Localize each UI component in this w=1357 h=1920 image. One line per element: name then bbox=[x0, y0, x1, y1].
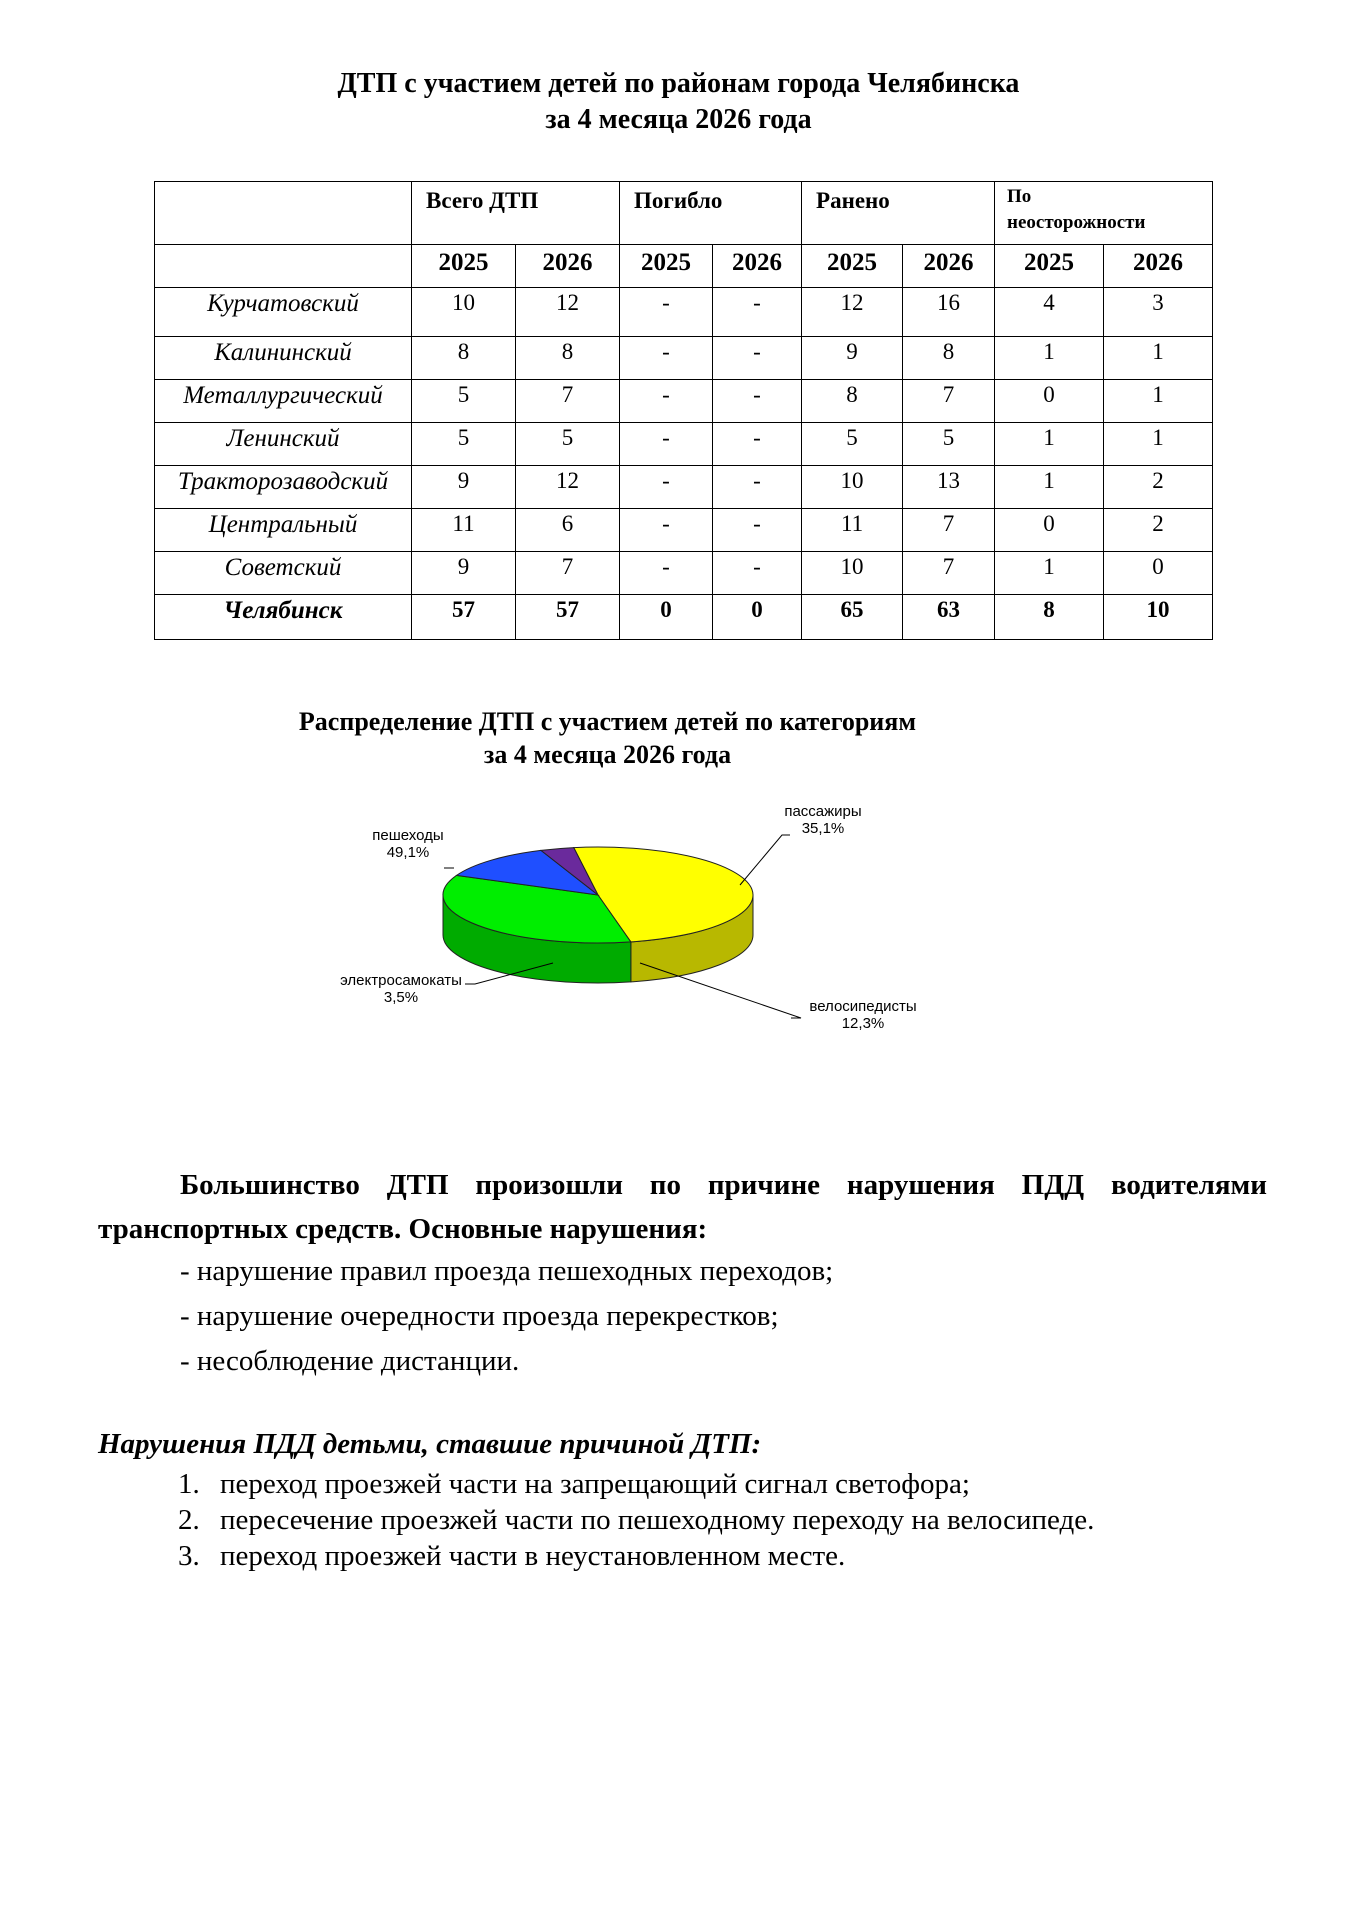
violations-bullet-list bbox=[180, 1253, 833, 1388]
table-row bbox=[155, 466, 1213, 509]
year-header: 2025 bbox=[412, 245, 516, 288]
district-name: Советский bbox=[155, 552, 412, 595]
table-cell: 1 bbox=[995, 552, 1104, 595]
table-cell: 5 bbox=[802, 423, 903, 466]
page-title-line1: ДТП с участием детей по районам города Челябинска bbox=[337, 68, 1020, 99]
year-header: 2026 bbox=[516, 245, 620, 288]
header-carelessness-line1: По bbox=[1007, 186, 1032, 207]
table-cell: 9 bbox=[802, 337, 903, 380]
table-cell: 12 bbox=[802, 288, 903, 337]
table-row bbox=[155, 552, 1213, 595]
table-header-years bbox=[155, 245, 1213, 288]
table-row bbox=[155, 380, 1213, 423]
year-header: 2026 bbox=[1104, 245, 1213, 288]
table-cell: 8 bbox=[903, 337, 995, 380]
table-row bbox=[155, 509, 1213, 552]
list-item: - нарушение очередности проезда перекрестков; bbox=[180, 1300, 779, 1332]
table-total-row bbox=[155, 595, 1213, 640]
header-killed: Погибло bbox=[620, 182, 802, 245]
table-cell: - bbox=[620, 380, 713, 423]
pie-label-name-велосипедисты: велосипедисты bbox=[809, 998, 917, 1015]
table-cell: 5 bbox=[516, 423, 620, 466]
table-header-groups bbox=[155, 182, 1213, 245]
table-cell: 1 bbox=[995, 466, 1104, 509]
table-cell: - bbox=[713, 423, 802, 466]
pie-label-value-велосипедисты: 12,3% bbox=[841, 1015, 885, 1032]
pie-tops bbox=[443, 847, 753, 943]
table-cell: - bbox=[713, 509, 802, 552]
table-cell: 7 bbox=[516, 380, 620, 423]
table-cell: 7 bbox=[903, 380, 995, 423]
table-cell: - bbox=[620, 288, 713, 337]
table-row bbox=[155, 288, 1213, 337]
table-cell: - bbox=[620, 509, 713, 552]
table-cell: 5 bbox=[412, 423, 516, 466]
total-cell: 0 bbox=[620, 595, 713, 640]
table-cell: 8 bbox=[516, 337, 620, 380]
district-name: Тракторозаводский bbox=[155, 466, 412, 509]
children-violations-heading: Нарушения ПДД детьми, ставшие причиной ДТП: bbox=[98, 1428, 762, 1460]
pie-label-value-пассажиры: 35,1% bbox=[801, 820, 845, 837]
table-header-years-blank bbox=[155, 245, 412, 288]
table-cell: 9 bbox=[412, 552, 516, 595]
table-cell: 13 bbox=[903, 466, 995, 509]
table-cell: 0 bbox=[1104, 552, 1213, 595]
table-cell: 16 bbox=[903, 288, 995, 337]
pie-label-value-пешеходы: 49,1% bbox=[386, 844, 430, 861]
table-cell: 10 bbox=[802, 552, 903, 595]
list-item-number: 3. bbox=[178, 1540, 200, 1572]
pie-label-name-пешеходы: пешеходы bbox=[372, 827, 444, 844]
table-header-corner bbox=[155, 182, 412, 245]
year-header: 2025 bbox=[620, 245, 713, 288]
table-cell: 1 bbox=[1104, 337, 1213, 380]
pie-leader-пассажиры bbox=[740, 835, 790, 885]
pie-label-name-электросамокаты: электросамокаты bbox=[340, 972, 462, 989]
page-title bbox=[0, 66, 1357, 138]
table-cell: 8 bbox=[412, 337, 516, 380]
total-cell: 65 bbox=[802, 595, 903, 640]
total-cell: 63 bbox=[903, 595, 995, 640]
list-item bbox=[178, 1502, 1094, 1538]
table-cell: 3 bbox=[1104, 288, 1213, 337]
list-item bbox=[178, 1538, 1094, 1574]
table-cell: - bbox=[620, 466, 713, 509]
chart-title bbox=[0, 705, 1215, 771]
table-cell: 12 bbox=[516, 288, 620, 337]
district-name: Курчатовский bbox=[155, 288, 412, 337]
main-paragraph-line1 bbox=[98, 1163, 1267, 1207]
table-cell: 0 bbox=[995, 509, 1104, 552]
table-cell: 6 bbox=[516, 509, 620, 552]
header-injured: Ранено bbox=[802, 182, 995, 245]
table-cell: 8 bbox=[802, 380, 903, 423]
list-item-number: 1. bbox=[178, 1468, 200, 1500]
table-cell: 4 bbox=[995, 288, 1104, 337]
district-name: Калининский bbox=[155, 337, 412, 380]
table-row bbox=[155, 337, 1213, 380]
total-district-name: Челябинск bbox=[155, 595, 412, 640]
table-cell: 2 bbox=[1104, 466, 1213, 509]
table-cell: - bbox=[713, 552, 802, 595]
table-cell: 1 bbox=[995, 423, 1104, 466]
table-cell: - bbox=[713, 380, 802, 423]
chart-title-line2: за 4 месяца 2026 года bbox=[483, 740, 732, 769]
table-cell: 1 bbox=[1104, 423, 1213, 466]
main-paragraph-line1-text: Большинство ДТП произошли по причине нарушения ПДД водителями bbox=[180, 1169, 1267, 1201]
list-item-text: переход проезжей части в неустановленном месте. bbox=[220, 1540, 846, 1572]
category-pie-chart bbox=[0, 780, 1357, 1040]
list-item-number: 2. bbox=[178, 1504, 200, 1536]
header-carelessness bbox=[995, 182, 1213, 245]
pie-leader-велосипедисты bbox=[640, 963, 801, 1018]
children-violations-list bbox=[178, 1466, 1094, 1574]
table-cell: - bbox=[713, 288, 802, 337]
table-cell: - bbox=[620, 552, 713, 595]
table-cell: 10 bbox=[802, 466, 903, 509]
header-carelessness-line2: неосторожности bbox=[1007, 212, 1146, 233]
table-cell: 9 bbox=[412, 466, 516, 509]
year-header: 2025 bbox=[802, 245, 903, 288]
table-cell: 10 bbox=[412, 288, 516, 337]
total-cell: 10 bbox=[1104, 595, 1213, 640]
district-name: Металлургический bbox=[155, 380, 412, 423]
chart-title-line1: Распределение ДТП с участием детей по категориям bbox=[298, 707, 917, 736]
table-cell: 11 bbox=[802, 509, 903, 552]
district-name: Центральный bbox=[155, 509, 412, 552]
district-name: Ленинский bbox=[155, 423, 412, 466]
total-cell: 8 bbox=[995, 595, 1104, 640]
table-cell: 2 bbox=[1104, 509, 1213, 552]
header-total-dtp: Всего ДТП bbox=[412, 182, 620, 245]
main-paragraph-line2: транспортных средств. Основные нарушения: bbox=[98, 1213, 708, 1245]
total-cell: 57 bbox=[412, 595, 516, 640]
list-item-text: пересечение проезжей части по пешеходному переходу на велосипеде. bbox=[220, 1504, 1095, 1536]
table-cell: - bbox=[713, 337, 802, 380]
list-item: - несоблюдение дистанции. bbox=[180, 1345, 520, 1377]
table-cell: - bbox=[620, 423, 713, 466]
list-item-text: переход проезжей части на запрещающий сигнал светофора; bbox=[220, 1468, 970, 1500]
table-cell: - bbox=[713, 466, 802, 509]
table-cell: 11 bbox=[412, 509, 516, 552]
table-cell: 12 bbox=[516, 466, 620, 509]
main-paragraph bbox=[98, 1163, 1267, 1251]
pie-label-value-электросамокаты: 3,5% bbox=[383, 989, 419, 1006]
year-header: 2026 bbox=[903, 245, 995, 288]
table-cell: - bbox=[620, 337, 713, 380]
table-cell: 5 bbox=[903, 423, 995, 466]
page-title-line2: за 4 месяца 2026 года bbox=[545, 104, 812, 135]
table-cell: 0 bbox=[995, 380, 1104, 423]
list-item bbox=[178, 1466, 1094, 1502]
total-cell: 57 bbox=[516, 595, 620, 640]
year-header: 2025 bbox=[995, 245, 1104, 288]
table-row bbox=[155, 423, 1213, 466]
table-cell: 7 bbox=[516, 552, 620, 595]
list-item: - нарушение правил проезда пешеходных переходов; bbox=[180, 1255, 834, 1287]
table-cell: 1 bbox=[995, 337, 1104, 380]
total-cell: 0 bbox=[713, 595, 802, 640]
year-header: 2026 bbox=[713, 245, 802, 288]
pie-label-name-пассажиры: пассажиры bbox=[784, 803, 862, 820]
table-cell: 7 bbox=[903, 509, 995, 552]
district-stats-table bbox=[154, 181, 1213, 640]
table-cell: 1 bbox=[1104, 380, 1213, 423]
table-cell: 7 bbox=[903, 552, 995, 595]
table-cell: 5 bbox=[412, 380, 516, 423]
